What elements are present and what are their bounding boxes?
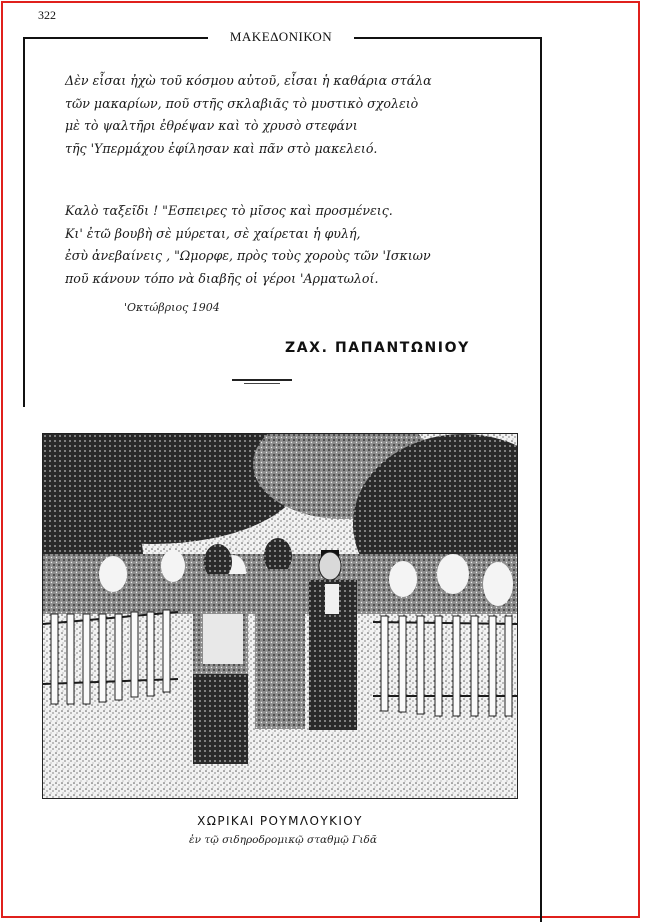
header-rule-right — [354, 37, 542, 39]
poem-date: 'Οκτώβριος 1904 — [124, 301, 220, 314]
frame-rule-left — [23, 37, 25, 407]
poem-line: ποῦ κάνουν τόπο νὰ διαβῆς οἱ γέροι 'Αρματωλοί. — [65, 270, 379, 286]
header-rule-left — [23, 37, 208, 39]
photograph — [42, 433, 518, 799]
poem-line: τῆς 'Υπερμάχου ἐφίλησαν καὶ πᾶν στὸ μακελειό. — [65, 140, 378, 156]
page-number: 322 — [38, 8, 56, 22]
poem-author: ΖΑΧ. ΠΑΠΑΝΤΩΝΙΟΥ — [285, 340, 470, 356]
poem-line: τῶν μακαρίων, ποῦ στῆς σκλαβιᾶς τὸ μυστικὸ σχολειὸ — [65, 95, 419, 111]
section-divider — [232, 379, 292, 381]
photo-caption-subtitle: ἐν τῷ σιδηροδρομικῷ σταθμῷ Γιδᾶ — [189, 834, 377, 846]
frame-rule-right — [540, 37, 542, 922]
photo-caption-title: ΧΩΡΙΚΑΙ ΡΟΥΜΛΟΥΚΙΟΥ — [197, 814, 363, 828]
poem-line: Κι' ἐτῶ βουβὴ σὲ μύρεται, σὲ χαίρεται ἡ φυλή, — [65, 225, 361, 241]
poem-stanza-2 — [65, 200, 431, 290]
poem-stanza-1 — [65, 70, 432, 160]
poem-line: ἐσὺ ἀνεβαίνεις , "Ωμορφε, πρὸς τοὺς χοροὺς τῶν 'Ισκιων — [65, 248, 431, 263]
poem-line: Δὲν εἶσαι ἠχὼ τοῦ κόσμου αὐτοῦ, εἶσαι ἡ καθάρια στάλα — [65, 73, 432, 88]
running-title: ΜΑΚΕΔΟΝΙΚΟΝ — [208, 29, 354, 45]
poem-line: Καλὸ ταξεῖδι ! "Εσπειρες τὸ μῖσος καὶ προσμένεις. — [65, 203, 393, 218]
poem-line: μὲ τὸ ψαλτῆρι ἐθρέψαν καὶ τὸ χρυσὸ στεφάνι — [65, 118, 358, 133]
photograph-villagers-at-station — [43, 434, 517, 798]
